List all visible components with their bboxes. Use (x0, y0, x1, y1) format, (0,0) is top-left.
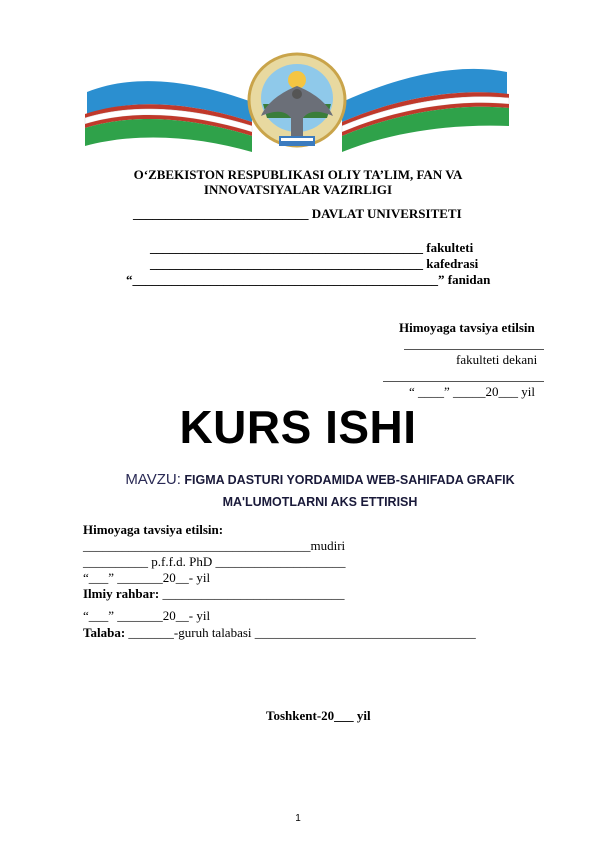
emblem-logo (77, 52, 517, 152)
approval-top-signature-line (404, 349, 544, 350)
dean-label: fakulteti dekani (456, 352, 538, 367)
topic-line-1: FIGMA DASTURI YORDAMIDA WEB-SAHIFADA GRAFIK (184, 473, 515, 487)
supervisor-row (83, 586, 344, 602)
topic-label: MAVZU: (125, 471, 181, 488)
subject-line: “_______________________________________________” fanidan (126, 272, 491, 287)
department-line: __________________________________________ kafedrasi (150, 256, 479, 271)
page-number: 1 (295, 813, 301, 824)
document-title: KURS ISHI (179, 401, 417, 453)
student-line: _______-guruh talabasi __________________________________ (125, 625, 476, 640)
head-signature-line: ___________________________________mudiri (83, 538, 346, 553)
city-year: Toshkent-20___ yil (266, 708, 371, 723)
approval-top-date: “ ____” _____20___ yil (409, 384, 536, 399)
ministry-line-1: O‘ZBEKISTON RESPUBLIKASI OLIY TA’LIM, FAN VA (133, 167, 463, 182)
student-label: Talaba: (83, 625, 126, 640)
university-line: ___________________________ DAVLAT UNIVERSITETI (133, 206, 462, 221)
approval-bottom-title: Himoyaga tavsiya etilsin: (83, 522, 224, 537)
ministry-line-2: INNOVATSIYALAR VAZIRLIGI (203, 182, 393, 197)
dean-signature-line (383, 381, 544, 382)
supervisor-line: ____________________________ (159, 586, 345, 601)
approval-date-1: “___” _______20__- yil (83, 570, 211, 585)
approval-date-2: “___” _______20__- yil (83, 608, 211, 623)
student-row (83, 625, 476, 641)
faculty-line: __________________________________________ fakulteti (150, 240, 474, 255)
topic (80, 469, 560, 513)
phd-signature-line: __________ p.f.f.d. PhD ____________________ (83, 554, 346, 569)
supervisor-label: Ilmiy rahbar: (83, 586, 160, 601)
approval-top-title: Himoyaga tavsiya etilsin (399, 320, 535, 335)
topic-line-2: MA'LUMOTLARNI AKS ETTIRISH (222, 495, 418, 509)
